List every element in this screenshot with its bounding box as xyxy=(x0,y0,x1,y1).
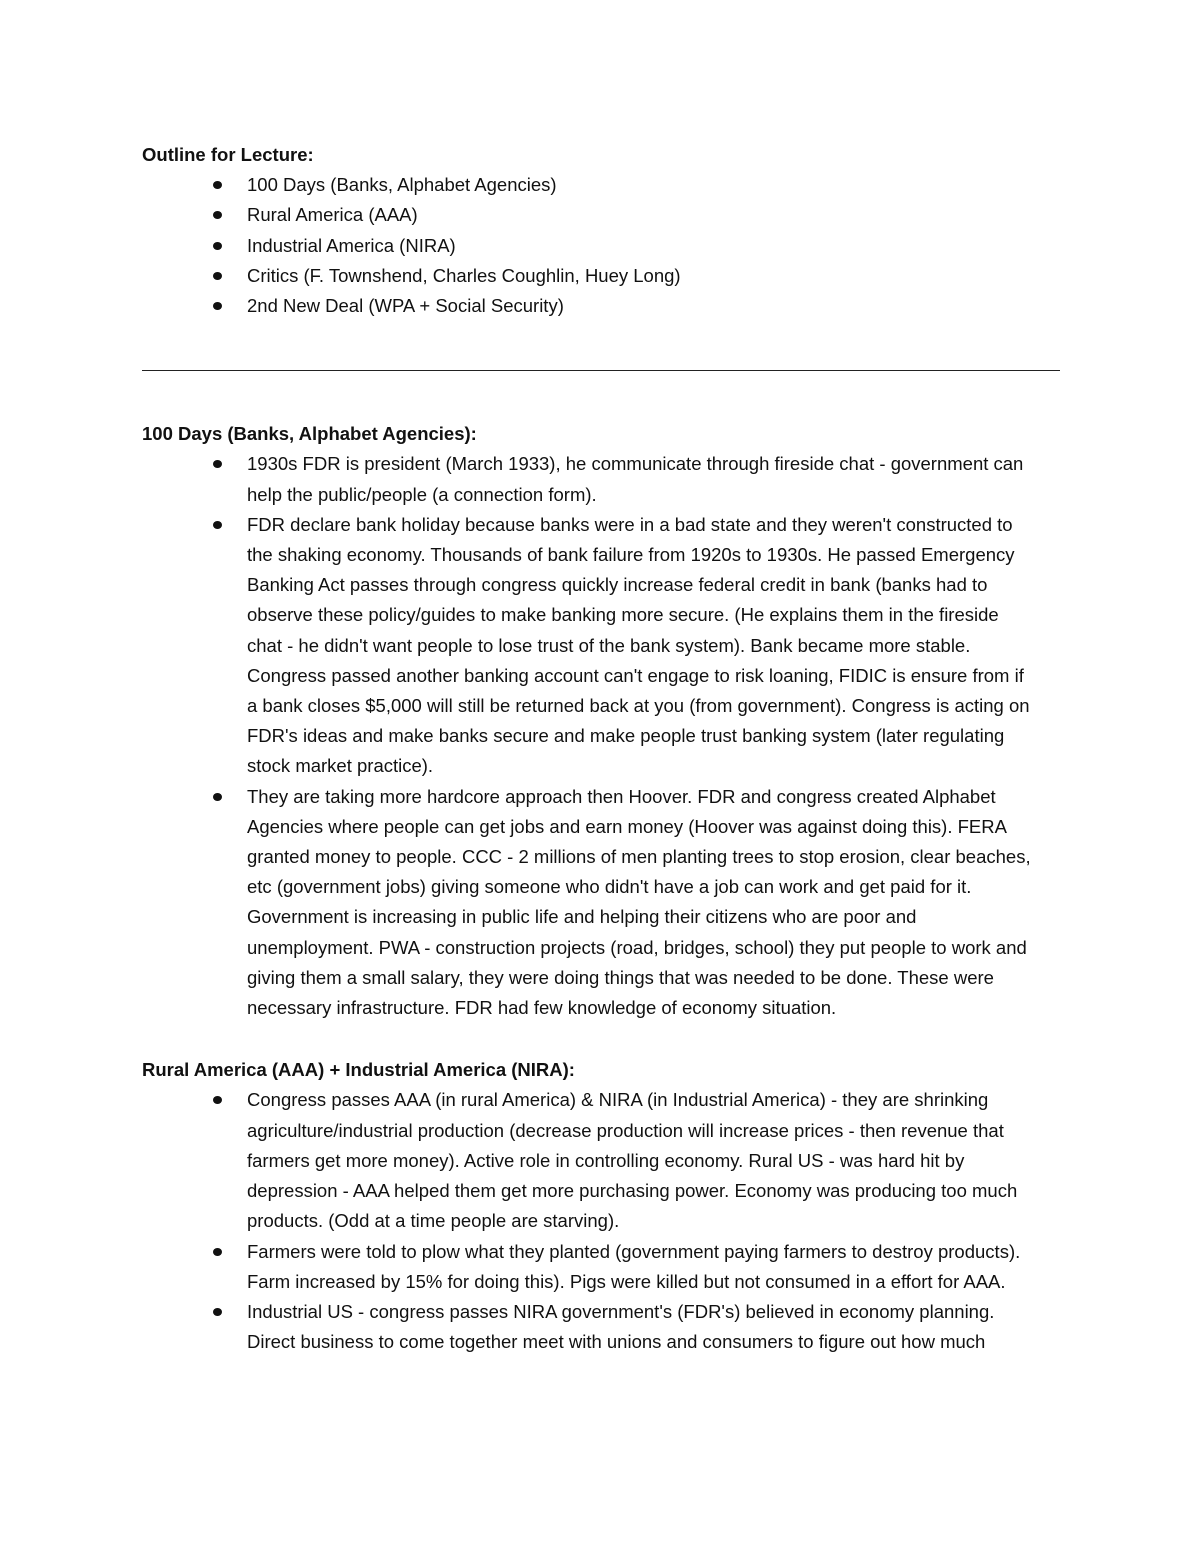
bullet-icon xyxy=(213,793,222,801)
section-100-days-list xyxy=(142,449,1060,1023)
section-heading-100-days: 100 Days (Banks, Alphabet Agencies): xyxy=(142,423,477,445)
list-item: Farmers were told to plow what they planted (government paying farmers to destroy products). Farm increased by 15% for doing this). Pigs were killed but not consumed in a effort for AAA. xyxy=(142,1237,1037,1297)
bullet-icon xyxy=(213,272,222,280)
list-item: 1930s FDR is president (March 1933), he communicate through fireside chat - government can help the public/people (a connection form). xyxy=(142,449,1037,509)
section-divider xyxy=(142,357,1060,387)
section-rural-industrial-list xyxy=(142,1085,1060,1357)
bullet-icon xyxy=(213,1248,222,1256)
list-item: Industrial US - congress passes NIRA government's (FDR's) believed in economy planning. Direct business to come together meet with unions and consumers to figure out how much xyxy=(142,1297,1037,1357)
document-page xyxy=(142,140,1060,1357)
outline-item: Critics (F. Townshend, Charles Coughlin, Huey Long) xyxy=(142,261,1037,291)
bullet-icon xyxy=(213,521,222,529)
outline-heading: Outline for Lecture: xyxy=(142,144,314,165)
bullet-icon xyxy=(213,181,222,189)
list-item: They are taking more hardcore approach then Hoover. FDR and congress created Alphabet Agencies where people can get jobs and earn money (Hoover was against doing this). FERA granted money to people. CCC - 2 millions of men planting trees to stop erosion, clear beaches, etc (government jobs) giving someone who didn't have a job can work and get paid for it. Government is increasing in public life and helping their citizens who are poor and unemployment. PWA - construction projects (road, bridges, school) they put people to work and giving them a small salary, they were doing things that was needed to be done. These were necessary infrastructure. FDR had few knowledge of economy situation. xyxy=(142,782,1037,1024)
section-heading-rural-industrial: Rural America (AAA) + Industrial America (NIRA): xyxy=(142,1059,575,1081)
bullet-icon xyxy=(213,242,222,250)
outline-item: 100 Days (Banks, Alphabet Agencies) xyxy=(142,170,1037,200)
bullet-icon xyxy=(213,1096,222,1104)
outline-list xyxy=(142,170,1060,321)
outline-item: Industrial America (NIRA) xyxy=(142,231,1037,261)
list-item: FDR declare bank holiday because banks were in a bad state and they weren't constructed to the shaking economy. Thousands of bank failure from 1920s to 1930s. He passed Emergency Banking Act passes through congress quickly increase federal credit in bank (banks had to observe these policy/guides to make banking more secure. (He explains them in the fireside chat - he didn't want people to lose trust of the bank system). Bank became more stable. Congress passed another banking account can't engage to risk loaning, FIDIC is ensure from if a bank closes $5,000 will still be returned back at you (from government). Congress is acting on FDR's ideas and make banks secure and make people trust banking system (later regulating stock market practice). xyxy=(142,510,1037,782)
list-item: Congress passes AAA (in rural America) & NIRA (in Industrial America) - they are shrinking agriculture/industrial production (decrease production will increase prices - then revenue that farmers get more money). Active role in controlling economy. Rural US - was hard hit by depression - AAA helped them get more purchasing power. Economy was producing too much products. (Odd at a time people are starving). xyxy=(142,1085,1037,1236)
bullet-icon xyxy=(213,302,222,310)
bullet-icon xyxy=(213,460,222,468)
bullet-icon xyxy=(213,211,222,219)
outline-item: 2nd New Deal (WPA + Social Security) xyxy=(142,291,1037,321)
bullet-icon xyxy=(213,1308,222,1316)
outline-item: Rural America (AAA) xyxy=(142,200,1037,230)
